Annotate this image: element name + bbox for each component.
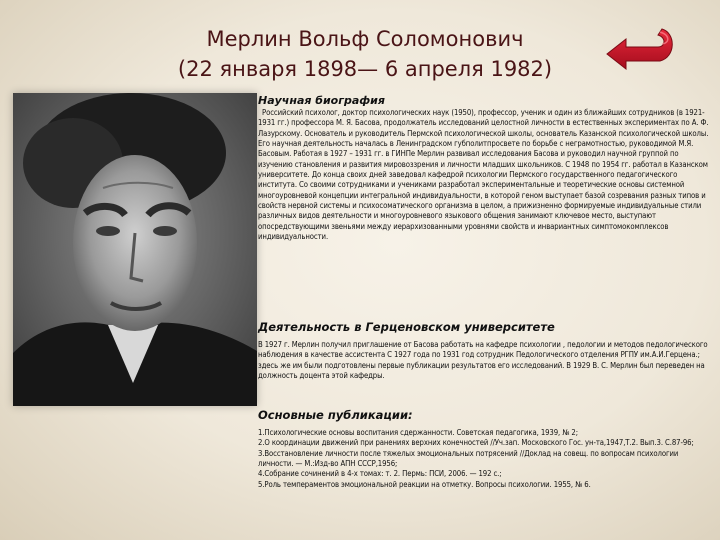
title-name: Мерлин Вольф Соломонович (206, 27, 524, 51)
publication-item: 4.Собрание сочинений в 4-х томах: т. 2. Пермь: ПСИ, 2006. — 192 с.; (258, 469, 502, 479)
title-dates: (22 января 1898— 6 апреля 1982) (177, 57, 553, 81)
publication-item: 1.Психологические основы воспитания сдержанности. Советская педагогика, 1939, № 2; (258, 428, 578, 437)
curved-arrow-back-icon (604, 23, 678, 71)
publications-list (258, 428, 710, 490)
bio-text: Российский психолог, доктор психологических наук (1950), профессор, ученик и один из ближайших сотрудников (в 1921-1931 гг.) профессора М. Я. Басова, продолжатель исследований целостной личности в естественных экспериментах по А. Ф. Лазурскому. Основатель и руководитель Пермской психологической школы, основатель Казанской психологической школы. Его научная деятельность началась в Ленинградском губполитпросвете по борьбе с неграмотностью, руководимой М.Я. Басовым. Работая в 1927 – 1931 гг. в ГИНПе Мерлин развивал исследования Басова и руководил научной группой по изучению становления и развития мировоззрения и личности младших школьников. С 1948 по 1954 гг. работал в Казанском университете. До конца своих дней заведовал кафедрой психологии Пермского государственного педагогического института. Со своими сотрудниками и учениками разработал экспериментальные и теоретические основы системной многоуровневой концепции интегральной индивидуальности, в которой геном выступает базой созревания разных типов и свойств нервной системы и психосоматического организма в целом, а прижизненно формируемые индивидуальные стили различных видов деятельности и многоуровневого языкового общения занимают ключевое место, выступают опосредствующими звеньями между иерархизованными уровнями свойств и инвариантных симптомокомплексов индивидуальности. (258, 108, 709, 242)
herzen-heading: Деятельность в Герценовском университете (258, 320, 555, 334)
herzen-text: В 1927 г. Мерлин получил приглашение от Басова работать на кафедре психологии , педологии и методов педологического наблюдения в качестве ассистента С 1927 года по 1931 год сотрудник Педологического отделения РГПУ им.А.И.Герцена.; здесь же им были подготовлены первые публикации результатов его исследований. В 1929 В. С. Мерлин был переведен на должность доцента этой кафедры. (258, 340, 708, 381)
page-title (160, 24, 570, 84)
publication-item: 2.О координации движений при ранениях верхних конечностей //Уч.зап. Московского Гос. ун-та,1947,Т.2. Вып.3. С.87-96; (258, 438, 694, 448)
bio-heading: Научная биография (258, 94, 385, 107)
portrait-photo (13, 93, 257, 406)
publications-heading: Основные публикации: (258, 408, 413, 422)
publication-item: 3.Восстановление личности после тяжелых эмоциональных потрясений //Доклад на совещ. по вопросам психологии личности. — М.:Изд-во АПН СССР,1956; (258, 448, 679, 469)
publication-item: 5.Роль темпераментов эмоциональной реакции на отметку. Вопросы психологии. 1955, № 6. (258, 479, 591, 489)
back-arrow-button[interactable] (604, 23, 678, 71)
